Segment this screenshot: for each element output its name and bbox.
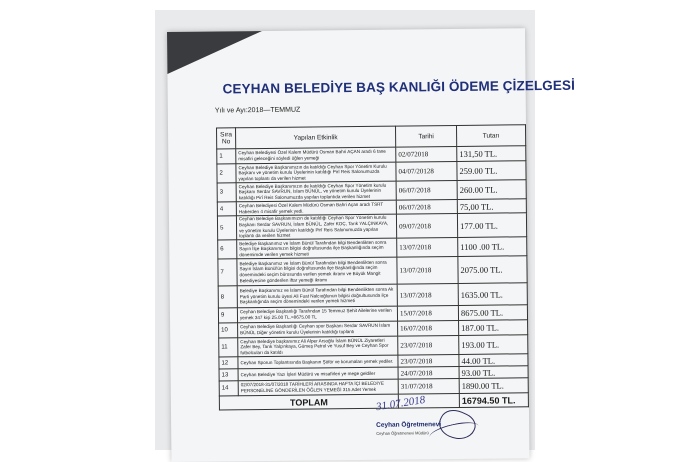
row-amount: 8675.00 TL.	[458, 305, 527, 321]
row-number: 12	[219, 357, 238, 369]
row-activity: Belediye Başkanımız ve İslam Bünül Tarafından bilgi Bendenlikten sonra Sayın İslam Bünül'ün bilgisi doğrultusunda ilçe Başkanlığında seçim dönemindeki seçim bürosunda verilen yemek ikramı ve Büyük Mangit Belediyesine gönderilen iftar yemeği ikramı	[237, 257, 397, 286]
row-amount: 131,50 TL.	[457, 146, 526, 162]
folded-corner-shadow	[167, 31, 262, 74]
row-date: 13/07/2018	[397, 283, 458, 306]
row-activity: Ceyhan Belediye Başkanlığı Ceyhan spor Başkanı Serdar SAVRUN İslam BÜNÜL Diğer yönetim kurulu Üyelerinin katıldığı toplantı	[238, 321, 398, 338]
row-date: 31/07/2018	[398, 378, 459, 394]
col-header-activity: Yapılan Etkinlik	[236, 126, 396, 149]
row-number: 8	[218, 286, 237, 308]
row-amount: 260.00 TL.	[457, 180, 526, 200]
row-number: 6	[218, 240, 237, 259]
row-date: 23/07/2018	[398, 335, 459, 355]
total-row	[219, 393, 528, 410]
document-subtitle: Yılı ve Ayı:2018—TEMMUZ	[214, 106, 301, 115]
row-date: 24/07/2018	[398, 366, 459, 379]
row-number: 2	[217, 164, 236, 183]
row-activity: Ceyhan Belediye Yazı İşleri Müdürü ve misafirleri ye mege geldiler	[238, 367, 398, 381]
row-activity: Belediye Başkanımız ve İslam Bünül Tarafından bilgi Bendenlikten sonra Sayın İlçe Başkanımızın bilgisi doğrultusunda ilçe Başkanlığında seçim dönemimde verilen yemek hizmeti	[237, 238, 397, 259]
col-header-date: Tarihi	[395, 125, 456, 147]
row-number: 11	[219, 338, 238, 357]
row-date: 13/07/2018	[397, 256, 458, 284]
table-row	[217, 213, 526, 240]
row-number: 1	[217, 149, 236, 164]
row-date: 02/072018	[396, 146, 457, 162]
row-number: 5	[217, 216, 236, 240]
row-number: 10	[219, 323, 238, 338]
row-amount: 2075.00 TL.	[458, 256, 527, 284]
row-activity: Ceyhan Belediye Başkanımızın de katıldığı Ceyhan Spor Yönetim kurulu Başkanı Serdar SAVRUN, İslam BÜNÜL, ve yönetim kurulu Üyelerinin katıldığı Pirî Reis Salonumuzda yapılan toplantıda verilen hizmet	[236, 181, 396, 202]
stamp-subtitle: Ceyhan Öğretmenevi Müdürü	[376, 430, 429, 436]
payment-table	[216, 124, 529, 410]
row-activity: Ceyhan Belediye Başkanlığı Tarafından 15 Temmuz Şehit Ailelerine verilen yemek 347 kişi 25.00 TL.=8675.00 TL	[237, 306, 397, 323]
row-number: 9	[218, 308, 237, 323]
row-amount: 259.00 TL.	[457, 161, 526, 181]
row-activity: 02/07/2018-31/07/2018 TARİHLERİ ARASINDA HAFTA İÇİ BELEDİYE PERSONELİNE GÖNDERİLEN ÖĞLEN YEMEĞİ 315 Adet Yemek	[238, 379, 398, 396]
col-header-no: Sıra No	[217, 128, 236, 149]
row-date: 06/07/2018	[396, 180, 457, 200]
row-activity: Ceyhan Belediye Başkanımızın de katıldığı Ceyhan Spor Yönetim kurulu Başkanı Serdar SAVRUN, İslam BÜNÜL, Zafer KOÇ, Tarık YALÇINKAYA, ve yönetim kurulu Üyelerinin katıldığı Pirî Reis Salonumuzda yapılan toplantı da verilen hizmet	[236, 214, 396, 240]
row-activity: Ceyhan Belediyesi Özel Kalem Müdürü Osman Bahri Açan aradı TSRT Haberden 4 misafir yemek yedi.	[236, 200, 396, 216]
row-amount: 75,00 TL.	[457, 199, 526, 214]
col-header-amount: Tutarı	[456, 125, 525, 147]
row-date: 15/07/2018	[397, 305, 458, 321]
row-activity: Ceyhan Belediyesi Özel Kalem Müdürü Osman Bahri AÇAN aradı 6 tane misafiri geleceğini söyledi öğlen yemeği	[236, 147, 396, 164]
row-number: 4	[217, 202, 236, 216]
document-sheet	[167, 28, 576, 462]
row-number: 3	[217, 183, 236, 202]
table-row	[218, 283, 527, 308]
document-photo	[155, 10, 576, 450]
row-date: 23/07/2018	[398, 354, 459, 367]
row-activity: Ceyhan Belediye Başkanımızın da katıldığı Ceyhan Spor Yönetim Kurulu Başkanı ve yönetim kurulu Üyelerinin katıldığı Pirî Reis Salonumuzda yapılan toplantı da verilen hizmet	[236, 162, 396, 183]
row-amount: 93.00 TL.	[459, 366, 528, 379]
row-date: 04/07/20128	[396, 161, 457, 181]
row-amount: 193.00 TL.	[459, 335, 528, 355]
table-row	[218, 256, 527, 286]
row-number: 14	[219, 381, 238, 396]
row-number: 7	[218, 259, 237, 286]
row-amount: 44.00 TL.	[459, 354, 528, 367]
total-amount: 16794.50 TL.	[459, 393, 528, 408]
row-amount: 177.00 TL.	[457, 213, 526, 238]
row-amount: 1635.00 TL.	[458, 283, 527, 306]
row-amount: 187.00 TL.	[459, 320, 528, 336]
row-activity: Ceyhan Sporun Toplantısında Başkanın Şöför ve korumaları yemek yediler.	[238, 355, 398, 369]
document-title: CEYHAN BELEDİYE BAŞ KANLIĞI ÖDEME ÇİZELGESİ	[222, 77, 576, 97]
total-label: TOPLAM	[219, 394, 398, 410]
row-activity: Ceyhan Belediye başkanımız Ali Alper Arsoğlu İslam BÜNÜL Ziyaretleri Zafer Bey, Tarık Yalçınkaya, Gümeş Petrol ve Yusuf Bey ve Ceyhan Spor futbolcuları da katıldı	[238, 336, 398, 357]
row-date: 09/07/2018	[396, 213, 457, 238]
row-amount: 1100 .00 TL.	[458, 237, 527, 257]
row-activity: Belediye Başkanımız ve İslam Bünül Tarafından bilgi Bendenlikten sonra Ak Parti yönetim kurulu üyesi Ali Fuat Nalcıoğlunun bilgisi doğrultusunda ilçe Başkanlığında seçim dönemindeki verilen yemek hizmeti	[237, 284, 397, 308]
row-number: 13	[219, 369, 238, 381]
row-date: 13/07/2018	[397, 237, 458, 257]
row-date: 16/07/2018	[398, 320, 459, 336]
stamp-name: Ceyhan Öğretmenevi	[376, 421, 442, 429]
row-amount: 1890.00 TL.	[459, 378, 528, 394]
handwritten-date: 31.07.2018	[375, 393, 427, 414]
row-date: 06/07/2018	[396, 199, 457, 214]
